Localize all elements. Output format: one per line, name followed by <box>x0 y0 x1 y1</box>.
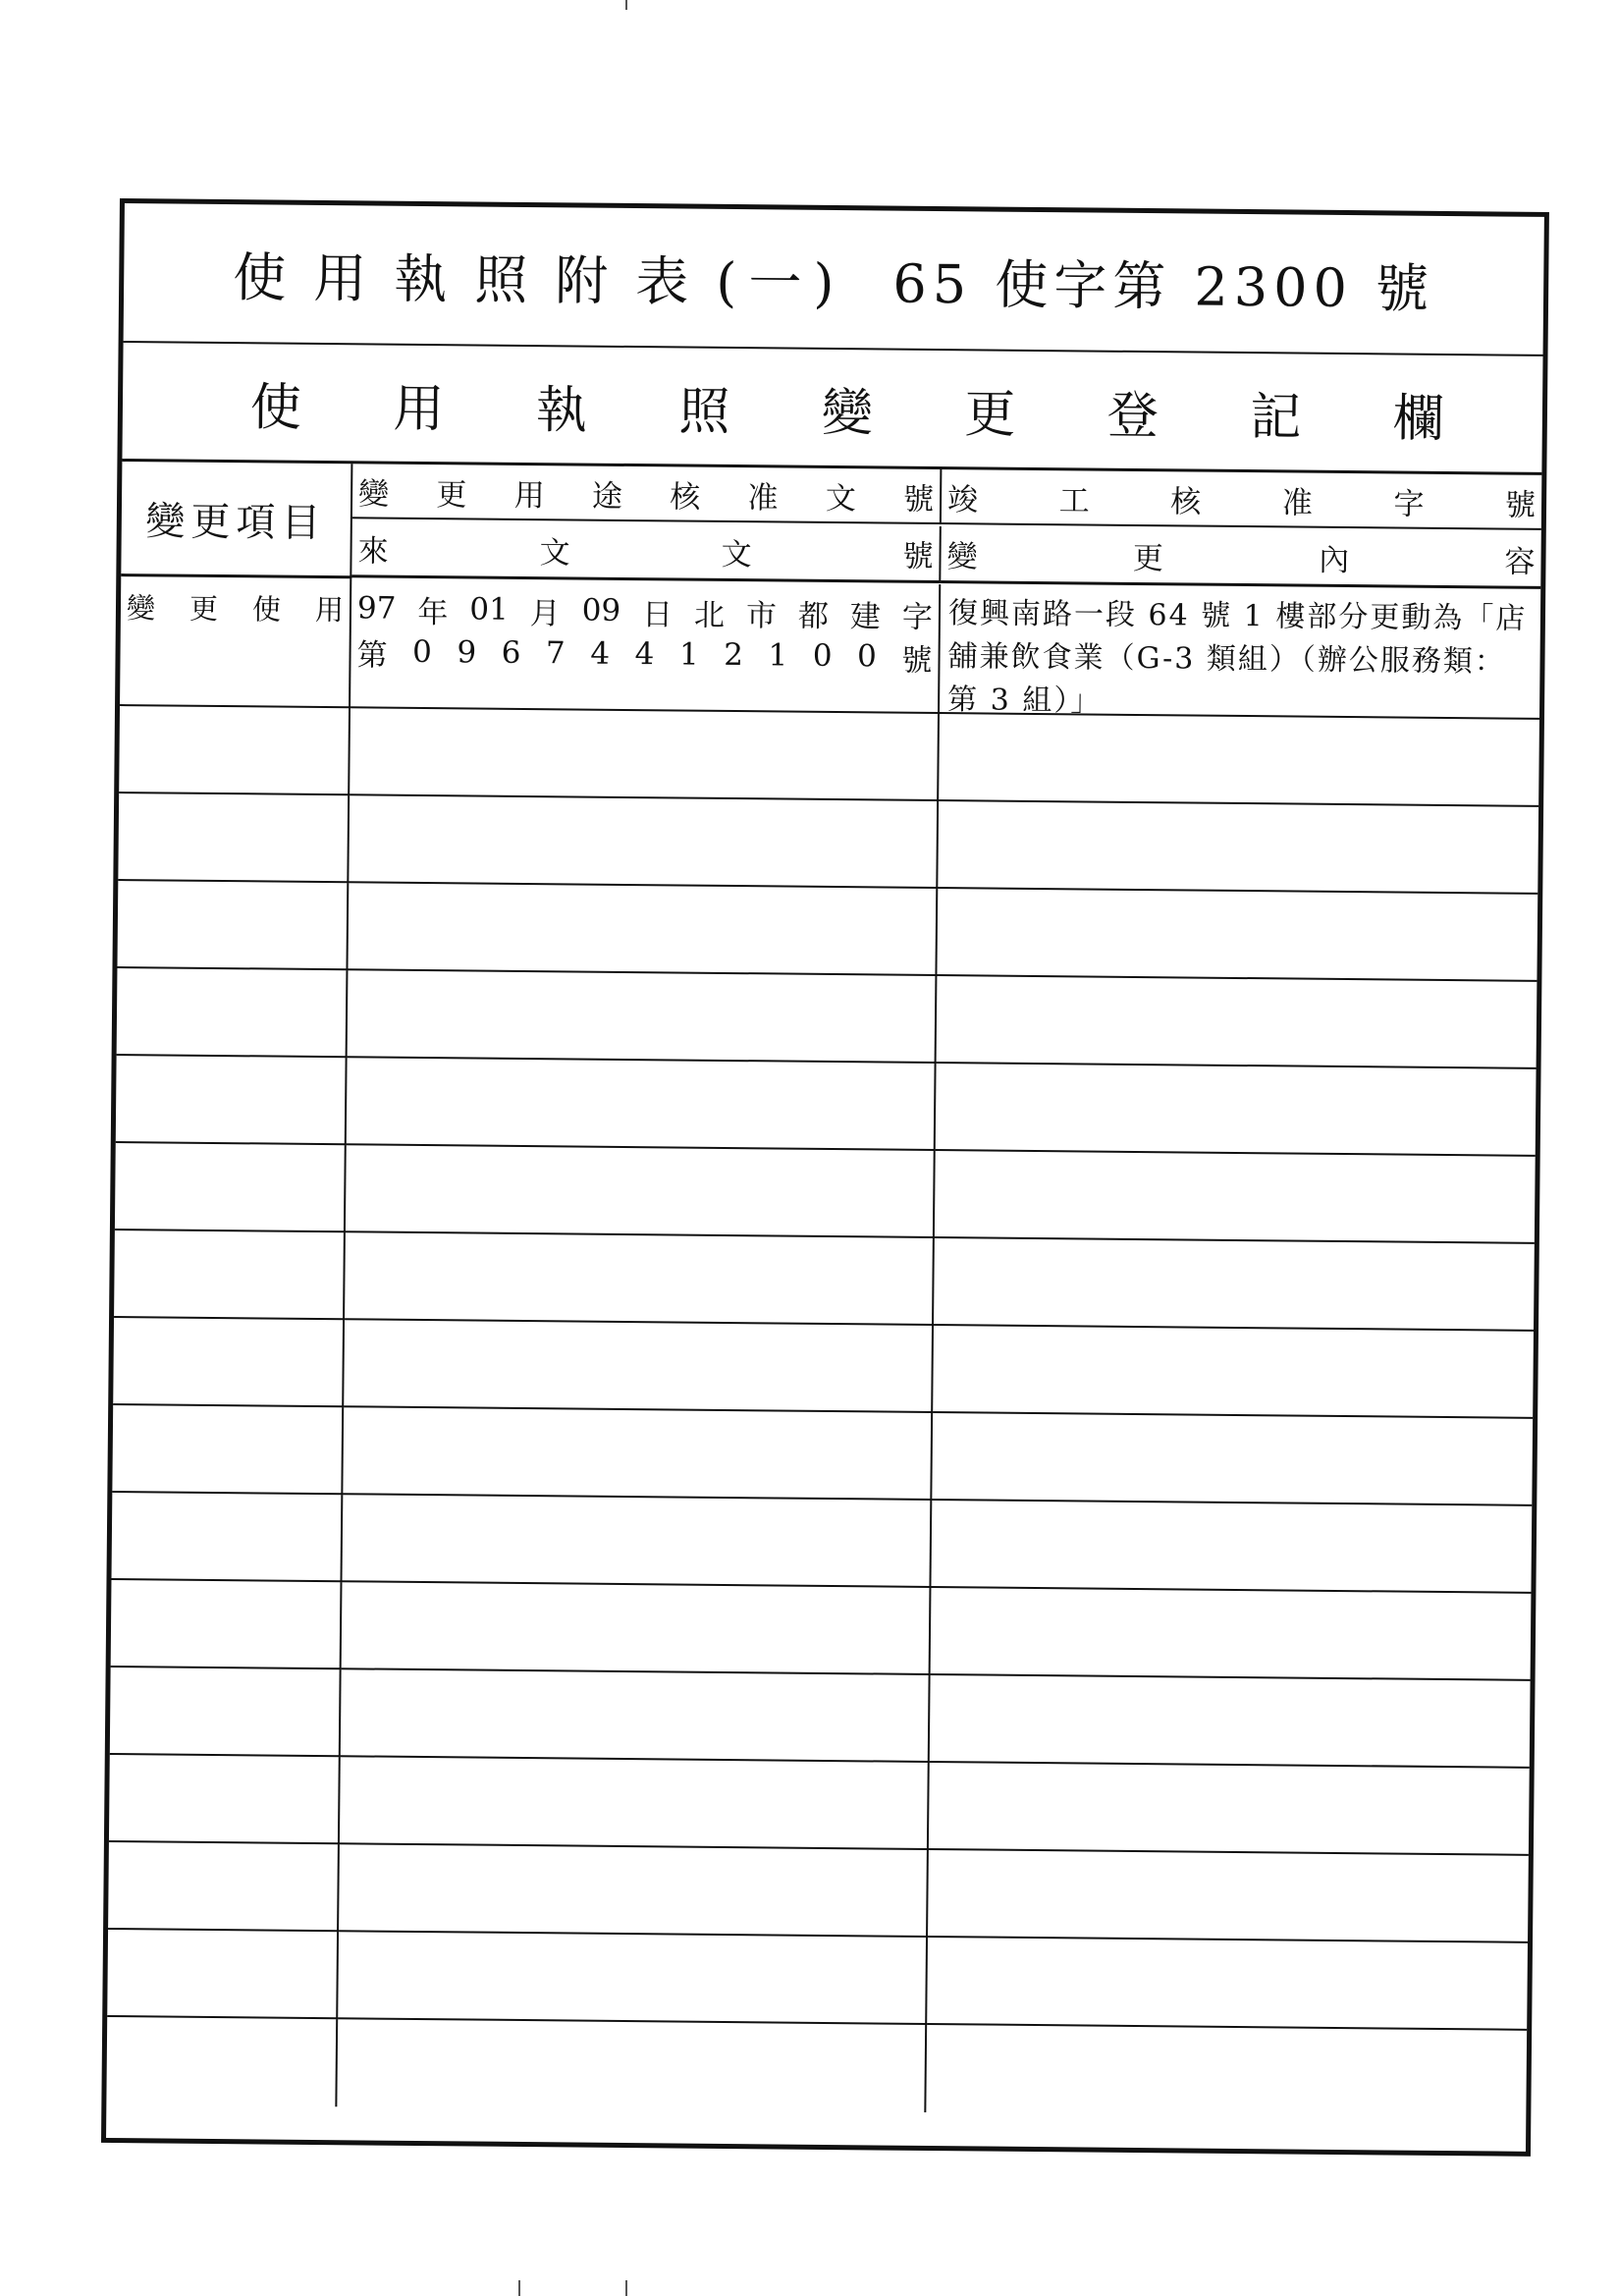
empty-cell <box>348 970 938 1064</box>
empty-cell <box>115 1143 347 1232</box>
header-char: 更 <box>436 476 467 513</box>
entry-char: 4 <box>634 636 655 673</box>
empty-cell <box>341 1669 931 1763</box>
title-char: 使 <box>233 246 298 309</box>
entry-char: 字 <box>901 599 934 635</box>
subtitle-char: 照 <box>678 381 730 442</box>
empty-cell <box>342 1582 932 1675</box>
empty-cell <box>933 1326 1534 1419</box>
header-char: 容 <box>1504 544 1536 580</box>
header-char: 工 <box>1058 482 1090 519</box>
entry-change-content <box>940 584 1540 720</box>
entry-char: 97 <box>356 590 397 627</box>
entry-char: 第 <box>356 636 388 674</box>
subtitle-char: 記 <box>1250 387 1302 448</box>
empty-cell <box>116 1056 348 1145</box>
entry-char: 6 <box>501 634 521 671</box>
empty-cell <box>113 1318 345 1407</box>
header-char: 核 <box>670 478 701 516</box>
empty-cell <box>931 1501 1532 1594</box>
header-approval-number <box>352 464 943 524</box>
empty-cell <box>338 1932 928 2025</box>
entry-approval-line-2 <box>356 629 932 679</box>
entry-approval-number <box>351 578 941 714</box>
header-char: 號 <box>902 481 935 518</box>
empty-cell <box>936 1064 1537 1157</box>
entry-char: 0 <box>411 633 433 671</box>
subtitle-char: 欄 <box>1392 388 1445 449</box>
bottom-crop-mark-right <box>625 2280 627 2296</box>
header-char: 核 <box>1170 483 1202 520</box>
empty-cell <box>109 1755 341 1844</box>
title-char: 表 <box>635 249 701 313</box>
subtitle-char: 登 <box>1106 386 1160 446</box>
entry-char: 09 <box>581 592 621 629</box>
header-char: 文 <box>539 534 570 571</box>
header-char: 更 <box>1132 540 1164 576</box>
bottom-crop-mark-left <box>518 2280 520 2296</box>
header-char: 號 <box>902 538 934 574</box>
header-char: 文 <box>721 536 752 573</box>
empty-cell <box>339 1844 929 1938</box>
header-char: 內 <box>1319 542 1350 578</box>
empty-cell <box>118 793 350 883</box>
entry-char: 都 <box>797 598 830 634</box>
empty-cell <box>108 1842 340 1932</box>
empty-cell <box>930 1675 1531 1769</box>
header-char: 號 <box>1504 487 1537 523</box>
entry-change-item <box>120 576 351 708</box>
entry-char: 0 <box>856 638 877 675</box>
empty-cell <box>935 1151 1536 1244</box>
subtitle-char: 執 <box>535 380 588 441</box>
empty-cell <box>928 1850 1529 1943</box>
empty-cell <box>927 1938 1528 2031</box>
form-title <box>124 203 1544 356</box>
empty-cell <box>938 801 1538 895</box>
header-char: 變 <box>357 475 390 513</box>
empty-cell <box>110 1667 342 1757</box>
entry-char: 變 <box>126 591 156 626</box>
empty-cell <box>111 1580 343 1669</box>
header-char: 來 <box>357 532 389 570</box>
entry-char: 更 <box>189 591 219 626</box>
entry-approval-line-1 <box>357 586 933 635</box>
empty-cell <box>343 1407 933 1501</box>
entry-char: 7 <box>545 635 566 672</box>
empty-cell <box>929 1763 1530 1856</box>
header-incoming-doc-number <box>351 520 942 583</box>
entry-char: 市 <box>745 597 778 633</box>
title-char: 用 <box>313 246 379 310</box>
empty-cell <box>107 1930 339 2019</box>
entry-char: 9 <box>457 634 477 671</box>
empty-cell <box>347 1058 937 1151</box>
header-completion-number <box>942 469 1542 530</box>
empty-cell <box>931 1588 1532 1681</box>
empty-cell <box>939 714 1539 807</box>
header-char: 字 <box>1393 485 1425 522</box>
entry-char: 用 <box>314 592 345 628</box>
entry-content-line: 復興南路一段 64 號 1 樓部分更動為「店 <box>947 596 1528 636</box>
header-char: 途 <box>591 478 623 515</box>
empty-cell <box>350 708 940 801</box>
entry-char: 建 <box>849 598 882 634</box>
header-char: 用 <box>513 477 545 514</box>
empty-cell <box>114 1230 346 1320</box>
subtitle-char: 使 <box>249 377 302 438</box>
title-char: 照 <box>474 247 540 311</box>
entry-char: 北 <box>693 597 726 633</box>
empty-cell <box>111 1493 343 1582</box>
empty-cell <box>342 1495 932 1588</box>
empty-cell <box>934 1238 1535 1332</box>
entry-char: 2 <box>724 636 744 674</box>
header-char: 變 <box>946 538 978 574</box>
empty-cell <box>346 1145 936 1238</box>
header-char: 文 <box>825 480 856 517</box>
entry-content-line: 舖兼飲食業（G-3 類組）（辦公服務類： <box>947 639 1506 680</box>
header-change-item: 變更項目 <box>121 462 352 578</box>
header-char: 竣 <box>946 481 979 518</box>
empty-cell <box>344 1320 934 1413</box>
entry-char: 使 <box>251 592 282 627</box>
entry-char: 日 <box>641 596 674 632</box>
title-number: 65 使字第 2300 號 <box>892 252 1435 320</box>
header-char: 准 <box>747 479 779 516</box>
empty-cell <box>937 889 1537 982</box>
empty-cell <box>340 1757 930 1850</box>
empty-cell <box>932 1413 1533 1506</box>
empty-cell <box>349 795 939 889</box>
header-char: 准 <box>1281 484 1314 521</box>
title-char: 附 <box>555 248 620 312</box>
entry-content-line: 第 3 組）」 <box>946 683 1103 719</box>
entry-char: 0 <box>812 637 833 674</box>
header-change-content <box>941 526 1541 589</box>
empty-cell <box>117 881 349 970</box>
entry-char: 1 <box>678 636 699 673</box>
form-subtitle <box>122 343 1542 475</box>
empty-cell <box>926 2025 1527 2118</box>
title-char: (一) <box>716 250 846 314</box>
top-crop-mark <box>625 0 627 10</box>
subtitle-char: 用 <box>393 379 445 439</box>
entry-char: 年 <box>417 594 449 630</box>
empty-rows <box>106 706 1539 2118</box>
empty-cell <box>119 706 351 795</box>
empty-cell <box>117 968 349 1058</box>
entry-char: 月 <box>529 595 561 631</box>
entry-char: 號 <box>901 642 933 679</box>
empty-cell <box>106 2017 338 2106</box>
entry-char: 4 <box>590 635 611 672</box>
entry-char: 1 <box>768 637 788 674</box>
change-register-table <box>120 462 1541 720</box>
empty-cell <box>337 2019 927 2112</box>
permit-form <box>101 198 1549 2157</box>
empty-cell <box>348 883 938 976</box>
empty-cell <box>345 1232 935 1326</box>
entry-char: 01 <box>469 591 509 628</box>
empty-cell <box>937 976 1537 1069</box>
title-char: 執 <box>394 247 459 310</box>
subtitle-char: 變 <box>821 383 874 443</box>
subtitle-char: 更 <box>964 384 1016 445</box>
empty-cell <box>112 1405 344 1495</box>
